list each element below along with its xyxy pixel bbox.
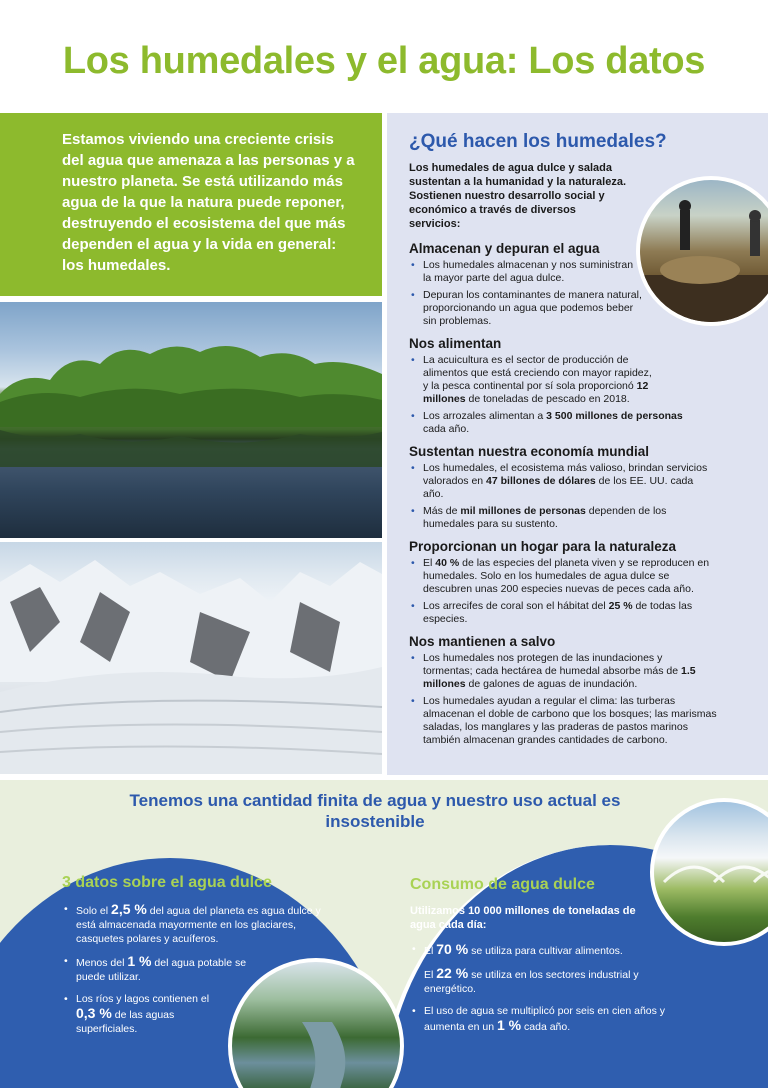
section-title-economy: Sustentan nuestra economía mundial — [409, 444, 650, 459]
list-item: • Los arrecifes de coral son el hábitat del 25 % de todas las especies. — [409, 600, 719, 626]
glacier-photo — [0, 542, 382, 774]
list-item: • Los arrozales alimentan a 3 500 millones de personas cada año. — [409, 410, 699, 436]
freshwater-title: 3 datos sobre el agua dulce — [62, 874, 272, 891]
list-item: • El 40 % de las especies del planeta viven y se reproducen en humedales. Solo en los humedales de agua dulce se descubren unas 200 especies nuevas de peces cada año. — [409, 557, 719, 596]
page-title: Los humedales y el agua: Los datos — [62, 40, 706, 82]
list-item: • Más de mil millones de personas dependen de los humedales para su sustento. — [409, 505, 709, 531]
workers-illustration — [640, 180, 768, 326]
economy-list — [409, 462, 756, 531]
feed-list — [409, 354, 756, 436]
list-item: • El 70 % se utiliza para cultivar alimentos. — [410, 942, 700, 958]
section-title-store-water: Almacenan y depuran el agua — [409, 241, 600, 256]
functions-heading: ¿Qué hacen los humedales? — [409, 131, 667, 152]
mangrove-illustration — [0, 302, 382, 538]
consumption-list — [410, 942, 700, 1034]
list-item: • Los humedales, el ecosistema más valioso, brindan servicios valorados en 47 billones de dólares de los EE. UU. cada año. — [409, 462, 709, 501]
list-item: • Los humedales ayudan a regular el clima: las turberas almacenan el doble de carbono que los bosques; las marismas saladas, los manglares y las praderas de pastos marinos también almacenan grandes cantidades de carbono. — [409, 695, 724, 747]
list-item: • La acuicultura es el sector de producción de alimentos que está creciendo con mayor rapidez, y la pesca continental por sí sola proporcionó 12 millones de toneladas de pescado en 2018. — [409, 354, 659, 406]
section-title-habitat: Proporcionan un hogar para la naturaleza — [409, 539, 677, 554]
list-item: • El 22 % se utiliza en los sectores industrial y energético. — [410, 966, 660, 996]
list-item: • Solo el 2,5 % del agua del planeta es agua dulce y está almacenada mayormente en los glaciares, casquetes polares y acuíferos. — [62, 902, 327, 946]
list-item: • Los humedales almacenan y nos suministran la mayor parte del agua dulce. — [409, 259, 644, 285]
consumption-title: Consumo de agua dulce — [410, 876, 595, 893]
crisis-intro-text: Estamos viviendo una creciente crisis del agua que amenaza a las personas y a nuestro planeta. Se está utilizando más agua de la que la natura puede reponer, destruyendo el ecosistema del que más dependen el agua y la vida en general: los humedales. — [62, 131, 355, 274]
functions-intro: Los humedales de agua dulce y salada sustentan a la humanidad y la naturaleza. Sostienen nuestro desarrollo social y económico a través de diversos servicios: — [409, 162, 627, 230]
list-item: • Menos del 1 % del agua potable se puede utilizar. — [62, 954, 252, 984]
list-item: • El uso de agua se multiplicó por seis en cien años y aumenta en un 1 % cada año. — [410, 1004, 685, 1034]
list-item: • Los ríos y lagos contienen el 0,3 % de las aguas superficiales. — [62, 992, 227, 1036]
bottom-heading: Tenemos una cantidad finita de agua y nuestro uso actual es insostenible — [129, 791, 621, 831]
crisis-intro-box — [0, 113, 382, 296]
section-title-feed: Nos alimentan — [409, 336, 502, 351]
consumption-intro: Utilizamos 10 000 millones de toneladas de agua cada día: — [410, 905, 636, 931]
list-item: • Los humedales nos protegen de las inundaciones y tormentas; cada hectárea de humedal absorbe más de 1.5 millones de galones de aguas de inundación. — [409, 652, 709, 691]
section-title-safety: Nos mantienen a salvo — [409, 634, 556, 649]
glacier-illustration — [0, 542, 382, 774]
habitat-list — [409, 557, 756, 626]
safety-list — [409, 652, 756, 747]
list-item: • Depuran los contaminantes de manera natural, proporcionando un agua que podemos beber sin problemas. — [409, 289, 644, 328]
mangrove-photo — [0, 302, 382, 538]
irrigation-illustration — [654, 802, 768, 946]
